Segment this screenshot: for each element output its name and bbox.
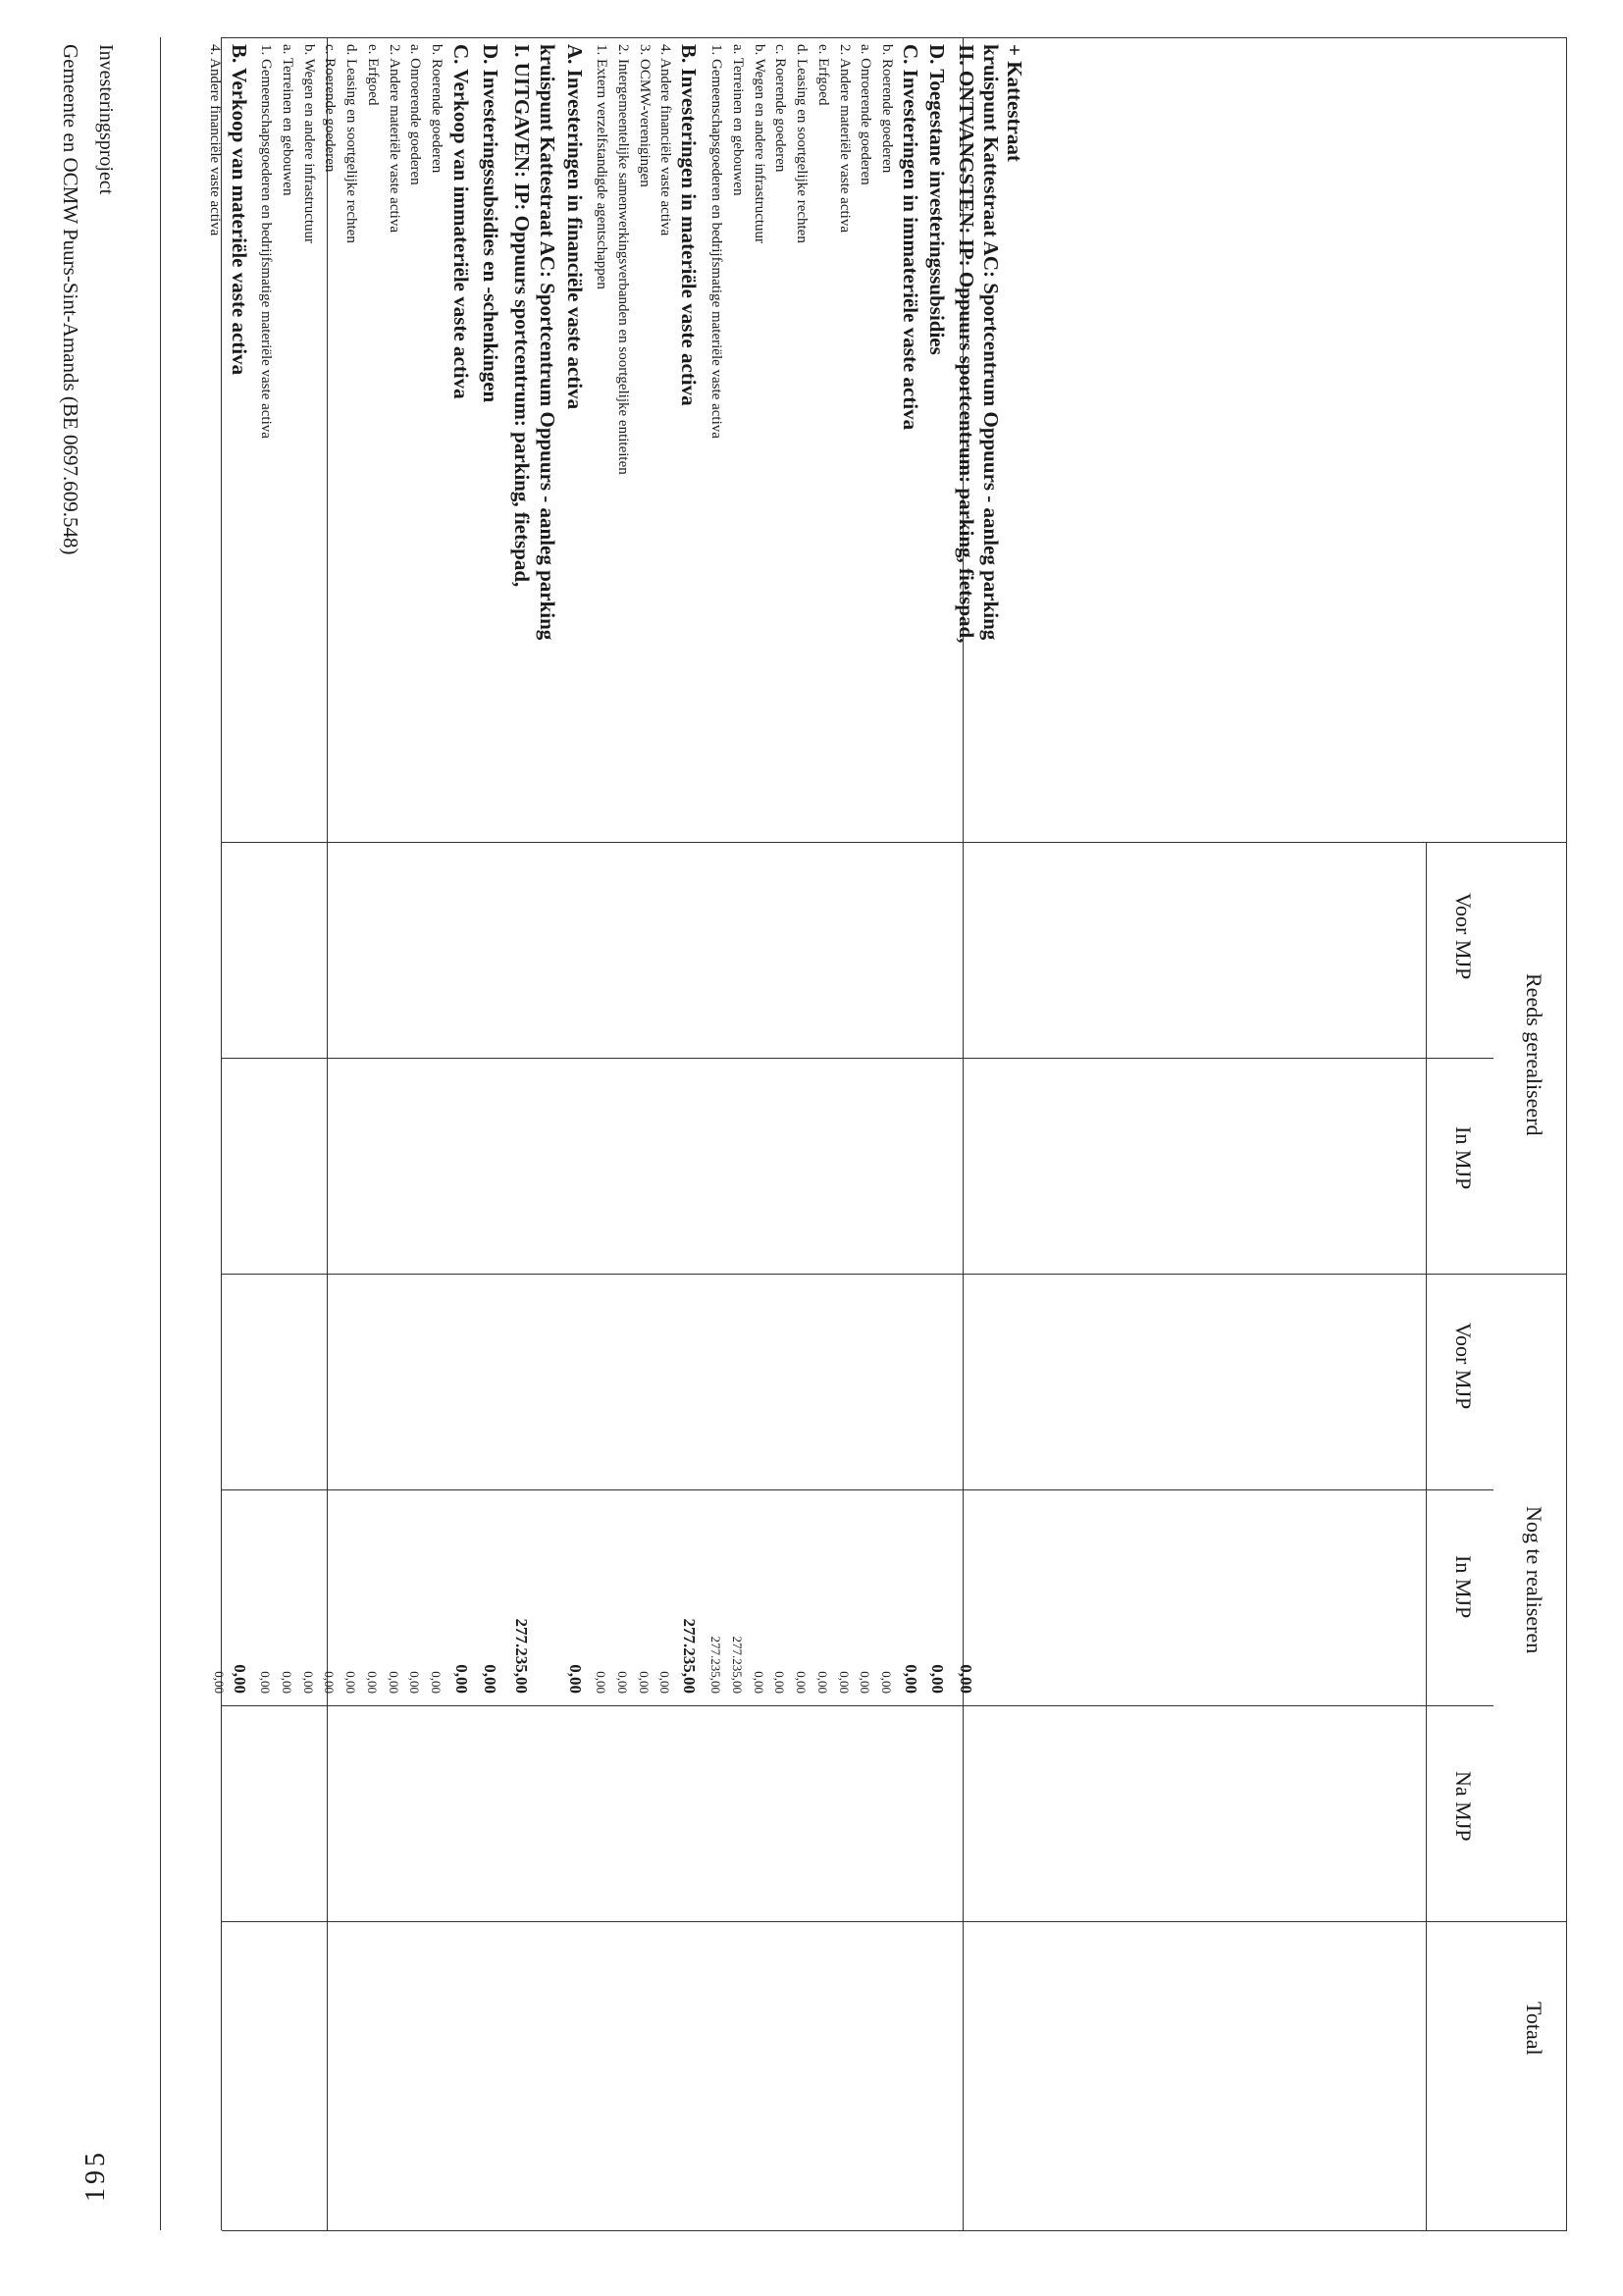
table-bottom-border — [221, 37, 222, 2230]
row-value: 0,00 — [837, 1671, 852, 1694]
col-divider-4 — [222, 1705, 1493, 1706]
row-value: 277.235,00 — [680, 1618, 699, 1694]
label-column-divider — [222, 842, 1567, 843]
row-label: C. Verkoop van immateriële vaste activa — [449, 44, 473, 399]
row-label: 2. Andere materiële vaste activa — [387, 44, 402, 233]
row-label: b. Wegen en andere infrastructuur — [301, 44, 317, 244]
row-label: B. Verkoop van materiële vaste activa — [228, 44, 251, 376]
row-label: 1. Extern verzelfstandigde agentschappen — [594, 44, 609, 289]
page-number: 195 — [80, 2149, 111, 2202]
row-value: 0,00 — [343, 1671, 358, 1694]
header-in-mjp-1: In MJP — [1451, 1126, 1476, 1190]
row-label: 1. Gemeenschapsgoederen en bedrijfsmatige materiële vaste activa — [708, 44, 724, 439]
row-label: b. Wegen en andere infrastructuur — [752, 44, 767, 244]
row-label: D. Toegestane investeringssubsidies — [925, 44, 949, 355]
row-value: 0,00 — [615, 1671, 630, 1694]
row-value: 0,00 — [258, 1671, 273, 1694]
table-left-border — [222, 37, 1567, 38]
ontvangsten-separator — [327, 37, 328, 2230]
row-label: C. Investeringen in immateriële vaste activa — [899, 44, 922, 431]
row-value: 277.235,00 — [708, 1636, 723, 1694]
footer-line — [160, 37, 161, 2230]
row-value: 0,00 — [365, 1671, 380, 1694]
row-value: 0,00 — [794, 1671, 809, 1694]
row-label: a. Terreinen en gebouwen — [730, 44, 746, 196]
row-label-cont: kruispunt Kattestraat AC: Sportcentrum Oppuurs - aanleg parking — [536, 44, 559, 641]
row-label: B. Investeringen in materiële vaste activa — [677, 44, 701, 406]
row-label: d. Leasing en soortgelijke rechten — [343, 44, 359, 243]
row-value: 0,00 — [301, 1671, 316, 1694]
header-in-mjp-2: In MJP — [1451, 1555, 1476, 1619]
header-na-mjp: Na MJP — [1451, 1771, 1476, 1842]
row-value: 0,00 — [231, 1664, 249, 1694]
row-value: 0,00 — [772, 1671, 787, 1694]
row-value: 0,00 — [280, 1671, 294, 1694]
row-label: 2. Andere materiële vaste activa — [837, 44, 853, 233]
row-label: b. Roerende goederen — [879, 44, 895, 174]
row-label-cont: + Kattestraat — [1003, 44, 1026, 162]
row-label: e. Erfgoed — [365, 44, 381, 106]
row-label: A. Investeringen in financiële vaste activa — [563, 44, 587, 410]
row-label: I. UITGAVEN: IP: Oppuurs sportcentrum: parking, fietspad, — [510, 44, 534, 588]
row-label: a. Onroerende goederen — [858, 44, 873, 185]
row-label: D. Investeringssubsidies en -schenkingen — [479, 44, 502, 403]
footer-project-label: Investeringsproject — [95, 44, 117, 195]
row-value: 277.235,00 — [730, 1636, 745, 1694]
header-totaal: Totaal — [1522, 2002, 1546, 2056]
row-label: II. ONTVANGSTEN: IP: Oppuurs sportcentrum: parking, fietspad, — [955, 44, 978, 644]
col-divider-3 — [222, 1489, 1493, 1490]
header-reeds-gerealiseerd: Reeds gerealiseerd — [1522, 973, 1546, 1136]
col-divider-2 — [222, 1274, 1567, 1275]
row-value: 0,00 — [752, 1671, 766, 1694]
row-value: 0,00 — [387, 1671, 401, 1694]
row-value: 0,00 — [928, 1664, 947, 1694]
row-value: 0,00 — [429, 1671, 444, 1694]
header-nog-te-realiseren: Nog te realiseren — [1522, 1506, 1546, 1654]
table-top-border — [1566, 37, 1567, 2230]
row-value: 0,00 — [452, 1664, 471, 1694]
footer-entity: Gemeente en OCMW Puurs-Sint-Amands (BE 0697.609.548) — [59, 44, 82, 555]
row-value: 0,00 — [879, 1671, 894, 1694]
table-right-border — [222, 2230, 1567, 2231]
header-bottom-line — [1426, 842, 1427, 2230]
row-label: a. Terreinen en gebouwen — [280, 44, 295, 196]
row-value: 0,00 — [657, 1671, 672, 1694]
row-value: 0,00 — [407, 1671, 422, 1694]
row-value: 277.235,00 — [512, 1618, 531, 1694]
row-label: d. Leasing en soortgelijke rechten — [794, 44, 810, 243]
row-value: 0,00 — [594, 1671, 608, 1694]
header-voor-mjp-1: Voor MJP — [1451, 893, 1476, 980]
row-label: 3. OCMW-verenigingen — [637, 44, 653, 187]
header-voor-mjp-2: Voor MJP — [1451, 1323, 1476, 1410]
row-value: 0,00 — [902, 1664, 920, 1694]
row-value: 0,00 — [858, 1671, 872, 1694]
row-value: 0,00 — [322, 1671, 337, 1694]
row-value: 0,00 — [212, 1671, 227, 1694]
row-value: 0,00 — [637, 1671, 652, 1694]
row-label: c. Roerende goederen — [772, 44, 788, 173]
row-label: 4. Andere financiële vaste activa — [657, 44, 673, 236]
row-label-cont: kruispunt Kattestraat AC: Sportcentrum Oppuurs - aanleg parking — [979, 44, 1003, 641]
row-label: a. Onroerende goederen — [407, 44, 423, 185]
col-divider-1 — [222, 1058, 1493, 1059]
row-value: 0,00 — [481, 1664, 499, 1694]
row-label: c. Roerende goederen — [322, 44, 338, 173]
row-value: 0,00 — [815, 1671, 830, 1694]
row-label: 4. Andere financiële vaste activa — [207, 44, 223, 236]
row-value: 0,00 — [957, 1664, 975, 1694]
row-label: e. Erfgoed — [815, 44, 831, 106]
row-label: 1. Gemeenschapsgoederen en bedrijfsmatige materiële vaste activa — [258, 44, 274, 439]
row-label: b. Roerende goederen — [429, 44, 445, 174]
row-value: 0,00 — [566, 1664, 585, 1694]
row-label: 2. Intergemeentelijke samenwerkingsverbanden en soortgelijke entiteiten — [615, 44, 631, 475]
col-divider-5 — [222, 1921, 1567, 1922]
